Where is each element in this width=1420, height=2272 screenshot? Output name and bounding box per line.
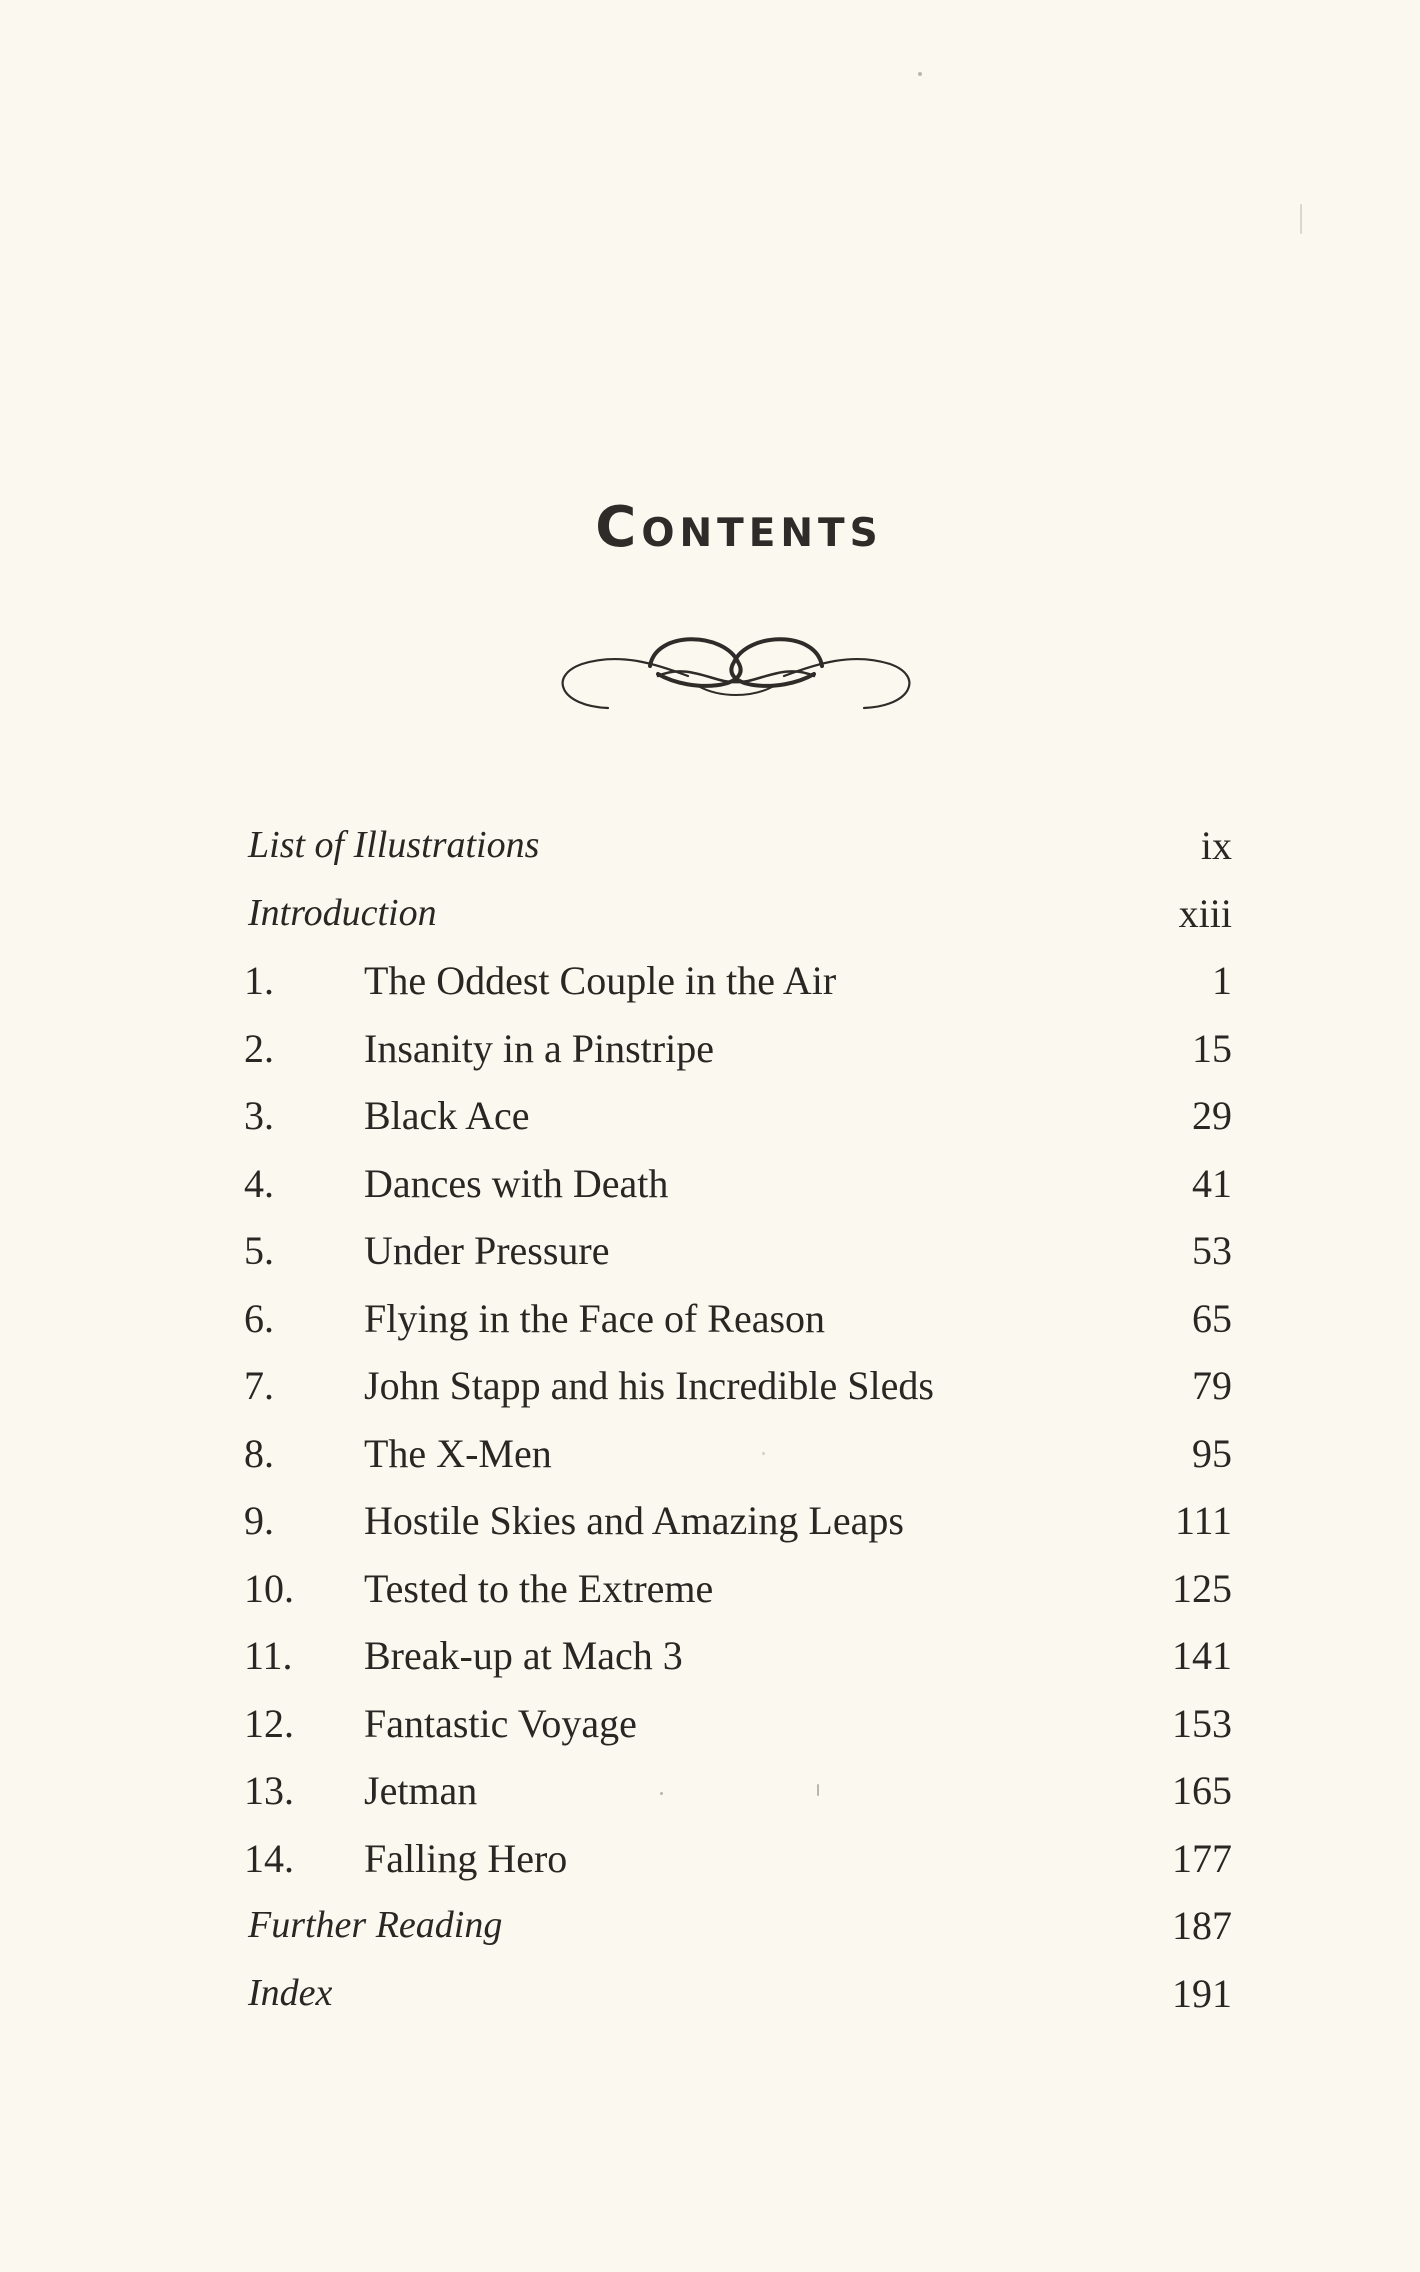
toc-entry-number: 9. [244, 1498, 274, 1543]
toc-entry-title: Flying in the Face of Reason [364, 1295, 826, 1341]
toc-entry-title: Break-up at Mach 3 [364, 1633, 683, 1678]
page-title: Contents [595, 494, 883, 560]
toc-entry-page: 95 [1192, 1430, 1232, 1476]
toc-entry-title: The Oddest Couple in the Air [364, 958, 837, 1003]
toc-entry-page: 41 [1192, 1160, 1232, 1206]
toc-entry-number: 5. [244, 1228, 274, 1273]
toc-entry [244, 1082, 1232, 1150]
scan-speck [1300, 204, 1302, 234]
toc-entry [244, 880, 1232, 948]
toc-entry [244, 1015, 1232, 1083]
toc-entry-number: 1. [244, 958, 274, 1003]
toc-entry [244, 1420, 1232, 1488]
toc-entry-number: 14. [244, 1835, 294, 1881]
toc-entry [244, 812, 1232, 880]
toc-entry-page: 191 [1172, 1970, 1232, 2016]
toc-entry-title: Falling Hero [364, 1835, 568, 1881]
toc-entry-title: Under Pressure [364, 1228, 610, 1273]
toc-entry-page: ix [1200, 823, 1232, 868]
toc-entry-title: Dances with Death [364, 1160, 669, 1206]
toc-entry-page: 165 [1172, 1768, 1232, 1813]
toc-entry-page: 29 [1192, 1093, 1232, 1138]
toc-entry [244, 1285, 1232, 1353]
toc-entry-title: Further Reading [248, 1904, 503, 1946]
toc-entry-number: 8. [244, 1430, 274, 1476]
toc-entry-title: Introduction [248, 891, 437, 934]
toc-entry-title: Fantastic Voyage [364, 1700, 637, 1746]
toc-entry-title: Black Ace [364, 1093, 530, 1138]
toc-entry-page: 125 [1172, 1565, 1232, 1611]
toc-entry-title: The X-Men [364, 1430, 552, 1476]
flourish-divider-icon [548, 628, 924, 712]
toc-entry [244, 947, 1232, 1015]
toc-entry [244, 1487, 1232, 1555]
toc-entry-number: 13. [244, 1768, 294, 1813]
scan-speck [918, 72, 922, 76]
toc-entry-number: 2. [244, 1025, 274, 1071]
toc-entry-title: Index [248, 1971, 333, 2014]
toc-entry-page: 1 [1212, 958, 1232, 1003]
toc-entry-number: 4. [244, 1160, 274, 1206]
table-of-contents [244, 812, 1232, 2027]
toc-entry [244, 1825, 1232, 1893]
toc-entry-title: Jetman [364, 1768, 478, 1813]
toc-entry-number: 11. [244, 1633, 293, 1678]
toc-entry-page: 187 [1172, 1903, 1232, 1948]
toc-entry-title: John Stapp and his Incredible Sleds [364, 1363, 934, 1408]
toc-entry [244, 1622, 1232, 1690]
toc-entry-page: 65 [1192, 1295, 1232, 1341]
toc-entry-number: 10. [244, 1565, 294, 1611]
toc-entry-page: 79 [1192, 1363, 1232, 1408]
toc-entry-page: 141 [1172, 1633, 1232, 1678]
toc-entry [244, 1757, 1232, 1825]
toc-entry-page: 111 [1174, 1498, 1232, 1543]
toc-entry [244, 1217, 1232, 1285]
toc-entry-title: Tested to the Extreme [364, 1565, 714, 1611]
toc-entry [244, 1690, 1232, 1758]
toc-entry [244, 1960, 1232, 2028]
toc-entry-title: List of Illustrations [248, 824, 540, 866]
toc-entry-page: 15 [1192, 1025, 1232, 1071]
toc-entry [244, 1352, 1232, 1420]
toc-entry-title: Insanity in a Pinstripe [364, 1025, 714, 1071]
toc-entry-page: xiii [1178, 890, 1232, 936]
toc-entry-number: 3. [244, 1093, 274, 1138]
toc-entry-number: 7. [244, 1363, 274, 1408]
toc-entry [244, 1892, 1232, 1960]
toc-entry-title: Hostile Skies and Amazing Leaps [364, 1498, 904, 1543]
toc-entry-page: 153 [1172, 1700, 1232, 1746]
toc-entry-number: 6. [244, 1295, 274, 1341]
toc-entry [244, 1555, 1232, 1623]
toc-entry [244, 1150, 1232, 1218]
toc-entry-number: 12. [244, 1700, 294, 1746]
toc-entry-page: 177 [1172, 1835, 1232, 1881]
toc-entry-page: 53 [1192, 1228, 1232, 1273]
